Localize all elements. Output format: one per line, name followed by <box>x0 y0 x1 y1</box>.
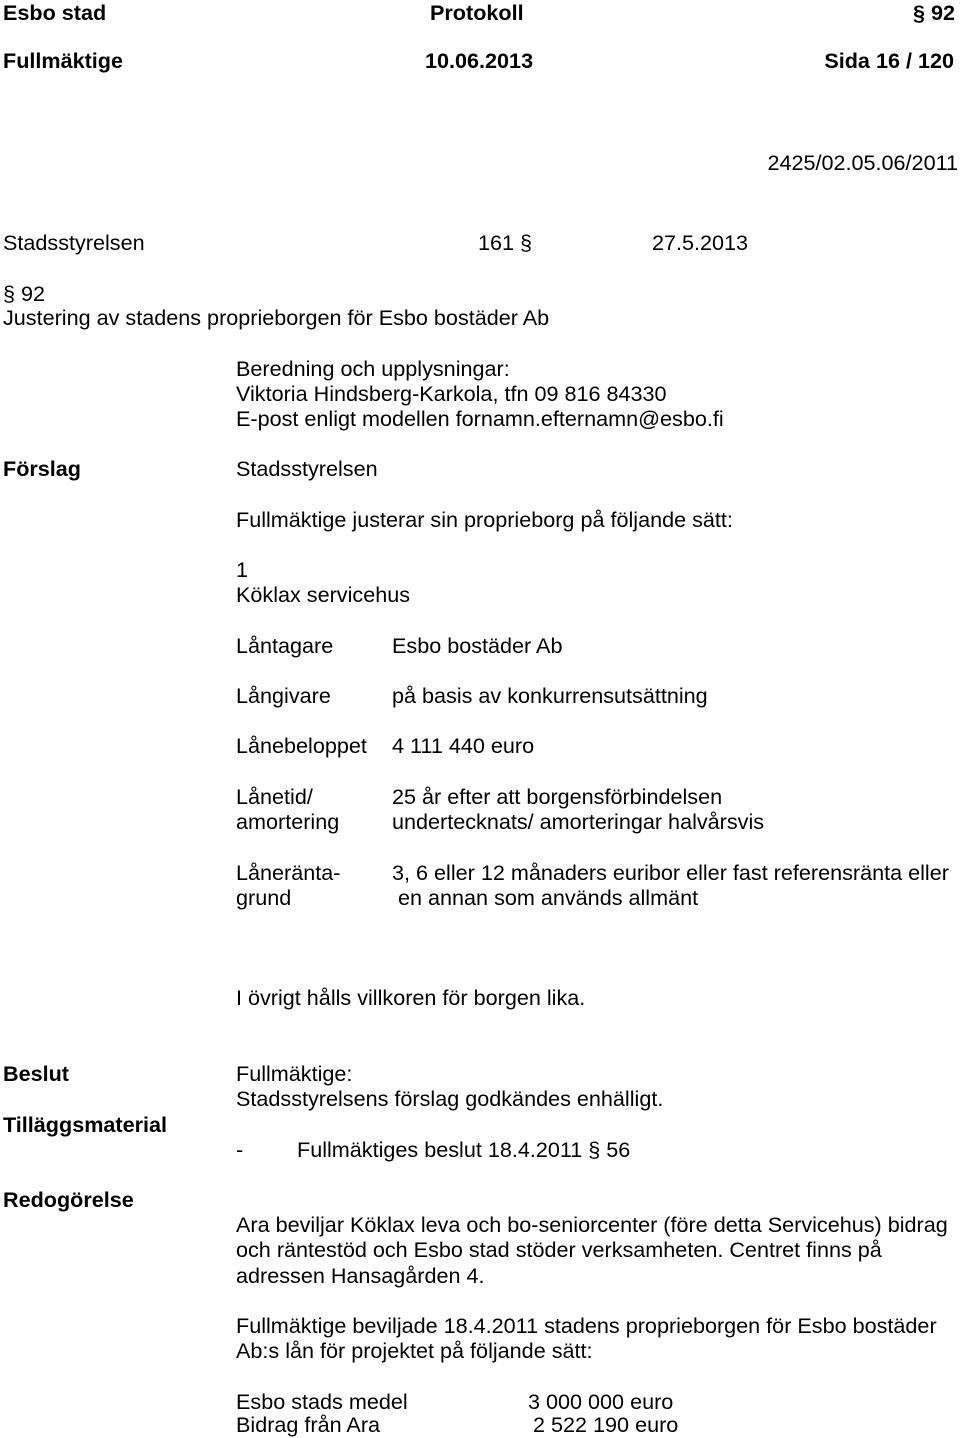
report-label: Redogörelse <box>3 1187 134 1212</box>
term-label: amortering <box>236 809 340 834</box>
proposal-intro: Fullmäktige justerar sin proprieborg på följande sätt: <box>236 507 733 532</box>
report-paragraph-line: Fullmäktige beviljade 18.4.2011 stadens proprieborgen för Esbo bostäder <box>236 1313 937 1338</box>
term-label: grund <box>236 885 292 910</box>
term-label: Långivare <box>236 683 331 708</box>
decision-label: Beslut <box>3 1061 69 1086</box>
term-value: 3, 6 eller 12 månaders euribor eller fast referensränta eller <box>392 860 949 885</box>
proposal-closing: I övrigt hålls villkoren för borgen lika. <box>236 985 586 1010</box>
term-value: 4 111 440 euro <box>392 733 535 758</box>
decision-body-name: Fullmäktige: <box>236 1061 353 1086</box>
funding-source: Esbo stads medel <box>236 1389 408 1414</box>
preparation-line: E-post enligt modellen fornamn.efternamn@esbo.fi <box>236 406 724 431</box>
proposal-proposer: Stadsstyrelsen <box>236 456 378 481</box>
preparation-line: Beredning och upplysningar: <box>236 356 510 381</box>
term-label: Låntagare <box>236 633 334 658</box>
item-section-number: § 92 <box>3 281 46 306</box>
prior-handling-section: 161 § <box>478 230 533 255</box>
org-name: Esbo stad <box>3 0 107 25</box>
funding-source: Bidrag från Ara <box>236 1412 381 1437</box>
meeting-date: 10.06.2013 <box>425 48 534 73</box>
prior-handling-date: 27.5.2013 <box>652 230 749 255</box>
attachments-label: Tilläggsmaterial <box>3 1112 168 1137</box>
proposal-number: 1 <box>236 557 249 582</box>
term-label: Låneränta- <box>236 860 341 885</box>
report-paragraph-line: Ab:s lån för projektet på följande sätt: <box>236 1338 593 1363</box>
term-label: Lånetid/ <box>236 784 313 809</box>
header-section-number: § 92 <box>912 0 955 25</box>
funding-amount: 3 000 000 euro <box>528 1389 674 1414</box>
document-type: Protokoll <box>430 0 524 25</box>
term-value: undertecknats/ amorteringar halvårsvis <box>392 809 765 834</box>
term-value: på basis av konkurrensutsättning <box>392 683 708 708</box>
proposal-label: Förslag <box>3 456 81 481</box>
decision-body: Fullmäktige <box>3 48 123 73</box>
term-value: en annan som används allmänt <box>398 885 699 910</box>
report-paragraph-line: adressen Hansagården 4. <box>236 1263 485 1288</box>
term-value: 25 år efter att borgensförbindelsen <box>392 784 723 809</box>
case-number: 2425/02.05.06/2011 <box>767 150 958 175</box>
report-paragraph-line: Ara beviljar Köklax leva och bo-seniorcenter (före detta Servicehus) bidrag <box>236 1212 948 1237</box>
term-label: Lånebeloppet <box>236 733 367 758</box>
item-title: Justering av stadens proprieborgen för Esbo bostäder Ab <box>3 305 550 330</box>
report-paragraph-line: och räntestöd och Esbo stad stöder verksamheten. Centret finns på <box>236 1237 882 1262</box>
attachment-bullet: - <box>236 1137 244 1162</box>
page-number: Sida 16 / 120 <box>824 48 954 73</box>
funding-amount: 2 522 190 euro <box>533 1412 679 1437</box>
attachment-item: Fullmäktiges beslut 18.4.2011 § 56 <box>297 1137 631 1162</box>
term-value: Esbo bostäder Ab <box>392 633 563 658</box>
prior-handling-body: Stadsstyrelsen <box>3 230 145 255</box>
preparation-line: Viktoria Hindsberg-Karkola, tfn 09 816 84330 <box>236 381 667 406</box>
decision-text: Stadsstyrelsens förslag godkändes enhälligt. <box>236 1086 664 1111</box>
proposal-project: Köklax servicehus <box>236 582 411 607</box>
